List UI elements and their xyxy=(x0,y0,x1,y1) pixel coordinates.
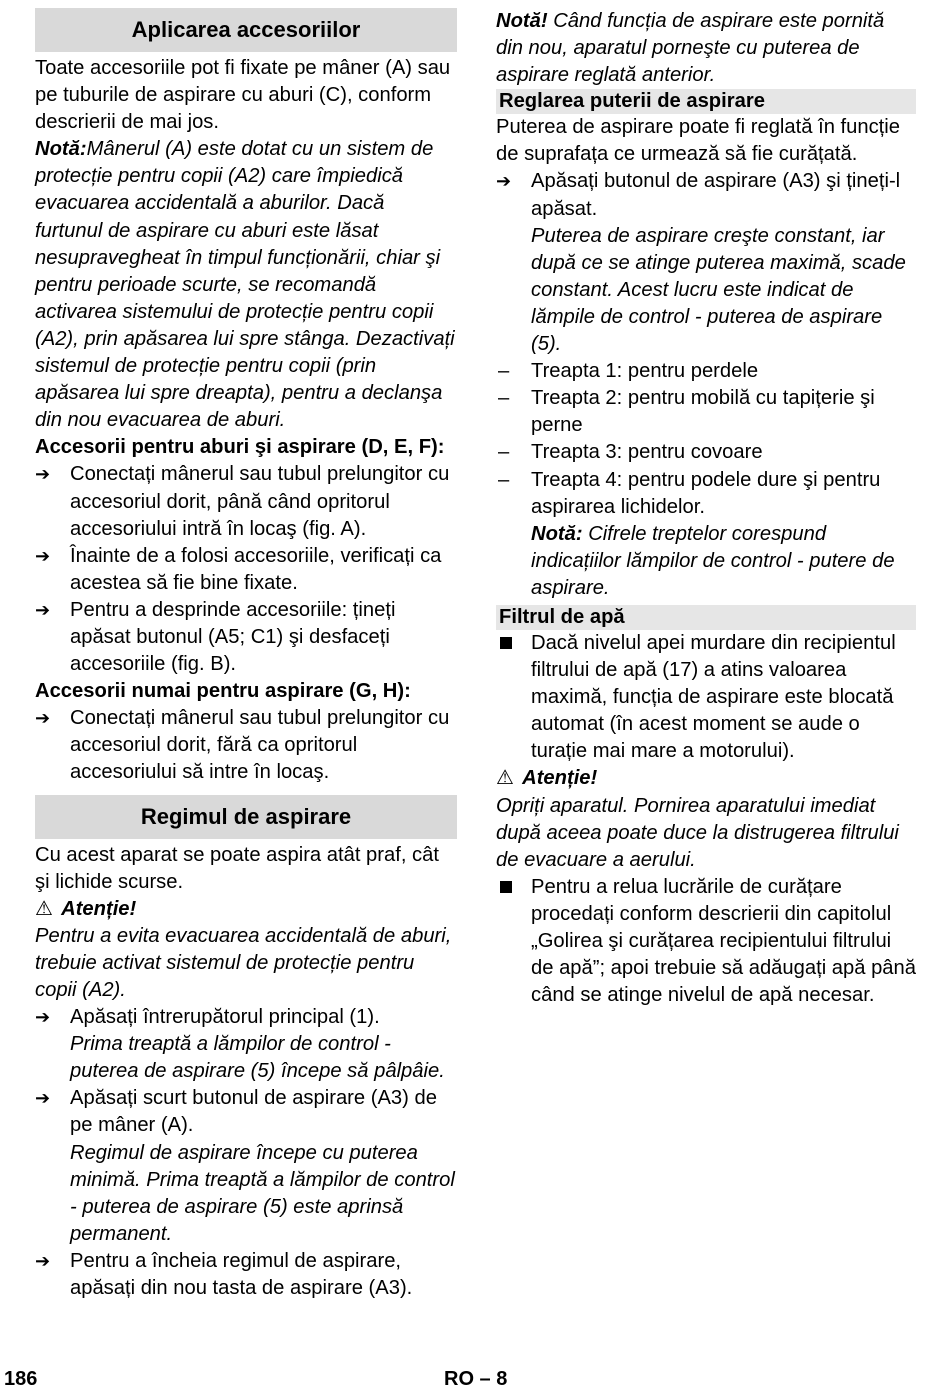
page-code: RO – 8 xyxy=(444,1368,508,1390)
dash-icon: – xyxy=(498,441,510,464)
note-label: Notă! xyxy=(496,10,548,32)
warning-icon: ⚠ xyxy=(35,897,54,920)
restart-note: Notă! Când funcția de aspirare este pornită din nou, aparatul porneşte cu puterea de aspirare reglată anterior. xyxy=(496,10,885,87)
power-intro: Puterea de aspirare poate fi reglată în funcție de suprafața ce urmează să fie curățată. xyxy=(496,116,901,166)
heading-power-adjust: Reglarea puterii de aspirare xyxy=(496,89,916,114)
page-number: 186 xyxy=(4,1368,38,1390)
dash-icon: – xyxy=(498,360,510,383)
list-item: Dacă nivelul apei murdare din recipientul filtrului de apă (17) a atins valoarea maximă, funcția de aspirare este blocată automat (în acest moment se aude o turație mai mare a motorului). xyxy=(496,630,916,765)
arrow-icon: ➔ xyxy=(496,171,512,192)
list-item: ➔ Conectați mânerul sau tubul prelungitor cu accesoriul dorit, fără ca opritorul accesoriului să intre în locaş. xyxy=(35,707,450,784)
section-title-vacuum-mode: Regimul de aspirare xyxy=(35,795,457,839)
section-title-accessories: Aplicarea accesoriilor xyxy=(35,8,457,52)
warning-text: Pentru a evita evacuarea accidentală de aburi, trebuie activat sistemul de protecție pentru copii (A2). xyxy=(35,924,452,1001)
note-label: Notă: xyxy=(35,138,87,161)
arrow-icon: ➔ xyxy=(35,545,51,566)
note-text: Mânerul (A) este dotat cu un sistem de protecție pentru copii (A2) care împiedică evacuarea accidentală a aburilor. Dacă furtunul de aspirare cu aburi este lăsat nesupravegheat în timpul funcționării, chiar şi pentru perioade scurte, se recomandă activarea sistemului de protecție pentru copii (A2), prin apăsarea lui spre stânga. Dezactivați sistemul de protecție pentru copii (prin apăsarea lui spre dreapta), pentru a declanşa din nou evacuarea de aburi. xyxy=(35,138,455,432)
arrow-icon: ➔ xyxy=(35,708,51,729)
list-item: ➔ Pentru a desprinde accesoriile: țineți apăsat butonul (A5; C1) şi desfaceți accesoriile (fig. B). xyxy=(35,598,396,676)
arrow-icon: ➔ xyxy=(35,1088,51,1109)
arrow-icon: ➔ xyxy=(35,1007,51,1028)
list-item: ➔ Conectați mânerul sau tubul prelungitor cu accesoriul dorit, până când opritorul accesoriului intră în locaş (fig. A). xyxy=(35,463,450,540)
arrow-icon: ➔ xyxy=(35,464,51,485)
list-item: ➔ Apăsați butonul de aspirare (A3) şi țineți-l apăsat. Puterea de aspirare creşte constant, iar după ce se atinge puterea maximă, scade constant. Acest lucru este indicat de lămpile de control - puterea de aspirare (5). xyxy=(496,170,906,356)
dash-icon: – xyxy=(498,387,510,410)
arrow-icon: ➔ xyxy=(35,1250,51,1271)
list-item: Pentru a relua lucrările de curățare procedați conform descrierii din capitolul „Golirea şi curățarea recipientului filtrului de apă”; apoi trebuie să adăugați apă până când se atinge nivelul de apă necesar. xyxy=(496,874,916,1009)
subheading-steam-accessories: Accesorii pentru aburi şi aspirare (D, E, F): xyxy=(35,436,445,459)
right-column xyxy=(496,8,916,1009)
square-bullet-icon xyxy=(500,881,512,893)
warning-icon: ⚠ xyxy=(496,767,515,790)
warning-text: Opriți aparatul. Pornirea aparatului imediat după aceea poate duce la distrugerea filtrului de evacuare a aerului. xyxy=(496,794,899,871)
warning-heading: ⚠ Atenție! xyxy=(35,897,137,920)
list-item: ➔ Apăsați scurt butonul de aspirare (A3) de pe mâner (A). Regimul de aspirare începe cu puterea minimă. Prima treaptă a lămpilor de control - puterea de aspirare (5) este aprinsă permanent. xyxy=(35,1087,455,1245)
list-item: ➔ Apăsați întrerupătorul principal (1). Prima treaptă a lămpilor de control - puterea de aspirare (5) începe să pâlpâie. xyxy=(35,1006,445,1083)
vacuum-intro: Cu acest aparat se poate aspira atât praf, cât şi lichide scurse. xyxy=(35,843,439,893)
level-item: – Treapta 1: pentru perdele xyxy=(496,358,916,385)
level-item: – Treapta 3: pentru covoare xyxy=(496,439,916,466)
list-item: ➔ Înainte de a folosi accesoriile, verificați ca acestea să fie bine fixate. xyxy=(35,544,442,594)
accessories-intro: Toate accesoriile pot fi fixate pe mâner (A) sau pe tuburile de aspirare cu aburi (C), conform descrierii de mai jos. xyxy=(35,57,451,134)
note-label: Notă: xyxy=(531,522,583,545)
warning-heading: ⚠ Atenție! xyxy=(496,767,598,790)
left-column xyxy=(35,8,457,1302)
arrow-icon: ➔ xyxy=(35,599,51,620)
list-item: ➔ Pentru a încheia regimul de aspirare, apăsați din nou tasta de aspirare (A3). xyxy=(35,1249,413,1300)
heading-water-filter: Filtrul de apă xyxy=(496,605,916,630)
level-item: – Treapta 2: pentru mobilă cu tapițerie şi perne xyxy=(498,387,875,437)
level-item: – Treapta 4: pentru podele dure şi pentru aspirarea lichidelor. Notă: Cifrele treptelor corespund indicațiilor lămpilor de control - putere de aspirare. xyxy=(498,468,895,599)
subheading-vacuum-accessories: Accesorii numai pentru aspirare (G, H): xyxy=(35,680,411,703)
square-bullet-icon xyxy=(500,637,512,649)
dash-icon: – xyxy=(498,468,510,491)
accessories-note xyxy=(35,136,457,434)
